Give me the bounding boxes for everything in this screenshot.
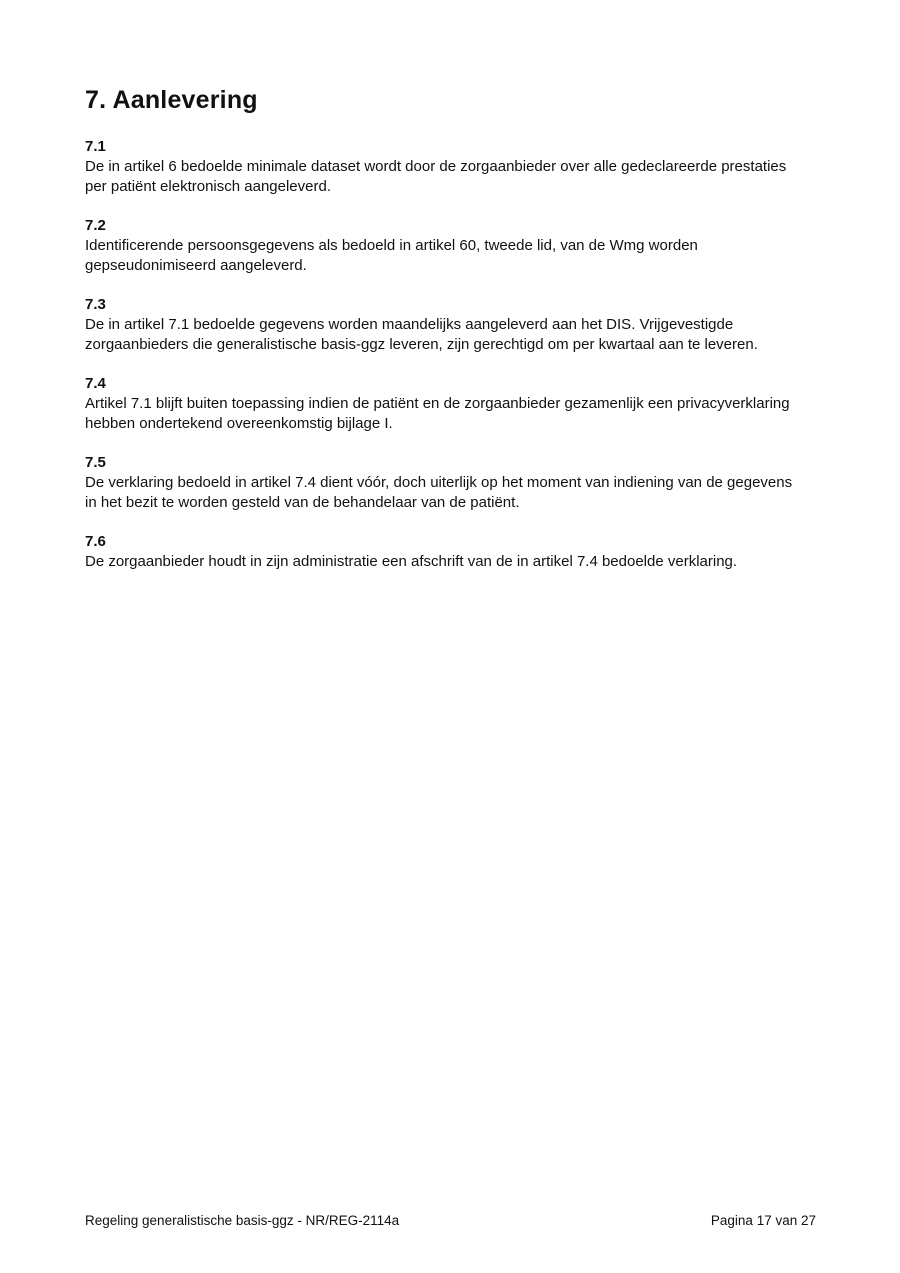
article-7-4 (85, 374, 817, 434)
article-7-1 (85, 137, 817, 197)
article-text-line: Identificerende persoonsgegevens als bedoeld in artikel 60, tweede lid, van de Wmg worden (85, 237, 698, 254)
article-text-line: hebben ondertekend overeenkomstig bijlage I. (85, 415, 393, 432)
article-7-3 (85, 295, 817, 355)
article-text-line: per patiënt elektronisch aangeleverd. (85, 178, 331, 195)
document-content (85, 84, 817, 591)
article-number: 7.3 (85, 296, 106, 313)
article-text-line: Artikel 7.1 blijft buiten toepassing indien de patiënt en de zorgaanbieder gezamenlijk een privacyverklaring (85, 395, 790, 412)
article-text-line: De verklaring bedoeld in artikel 7.4 dient vóór, doch uiterlijk op het moment van indiening van de gegevens (85, 474, 793, 491)
article-text-line: De in artikel 6 bedoelde minimale dataset wordt door de zorgaanbieder over alle gedeclareerde prestaties (85, 158, 787, 175)
article-7-2 (85, 216, 817, 276)
article-number: 7.5 (85, 454, 106, 471)
article-7-5 (85, 453, 817, 513)
article-number: 7.2 (85, 217, 106, 234)
article-text-line: De zorgaanbieder houdt in zijn administratie een afschrift van de in artikel 7.4 bedoelde verklaring. (85, 553, 738, 570)
page-footer (85, 1212, 816, 1229)
article-number: 7.4 (85, 375, 106, 392)
page-title: 7. Aanlevering (85, 86, 258, 114)
article-text-line: gepseudonimiseerd aangeleverd. (85, 257, 307, 274)
footer-page-indicator: Pagina 17 van 27 (710, 1213, 816, 1228)
article-number: 7.6 (85, 533, 106, 550)
footer-document-reference: Regeling generalistische basis-ggz - NR/REG-2114a (85, 1213, 400, 1228)
article-text-line: in het bezit te worden gesteld van de behandelaar van de patiënt. (85, 494, 520, 511)
article-text-line: De in artikel 7.1 bedoelde gegevens worden maandelijks aangeleverd aan het DIS. Vrijgevestigde (85, 316, 734, 333)
article-number: 7.1 (85, 138, 106, 155)
article-7-6 (85, 532, 817, 572)
article-text-line: zorgaanbieders die generalistische basis-ggz leveren, zijn gerechtigd om per kwartaal aan te leveren. (85, 336, 758, 353)
